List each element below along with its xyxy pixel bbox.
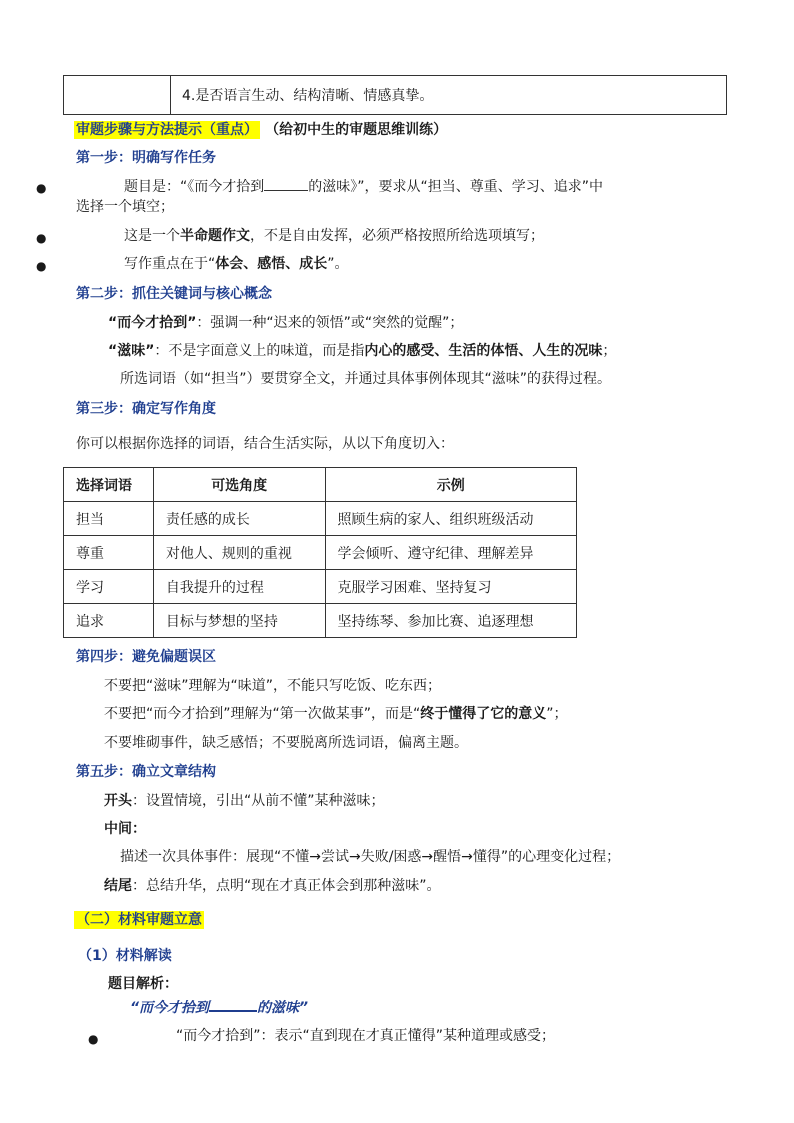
- table-cell: 尊重: [64, 536, 154, 570]
- angle-table-header: 示例: [325, 468, 576, 502]
- step5-middle-label: 中间：: [104, 821, 146, 837]
- part2-subheading: （1）材料解读: [78, 948, 172, 964]
- table-cell: 担当: [64, 502, 154, 536]
- table-cell: 坚持练琴、参加比赛、追逐理想: [325, 604, 576, 638]
- bullet-dot: ●: [88, 1032, 99, 1046]
- step1-bullet-3: 写作重点在于“体会、感悟、成长”。: [124, 256, 349, 272]
- step1-bullet-2: 这是一个半命题作文，不是自由发挥，必须严格按照所给选项填写；: [124, 228, 544, 244]
- part2-bullet-1: “而今才拾到”：表示“直到现在才真正懂得”某种道理或感受；: [176, 1028, 556, 1044]
- table-row: [64, 570, 577, 604]
- table-cell: 自我提升的过程: [153, 570, 325, 604]
- section-heading-note: （给初中生的审题思维训练）: [265, 122, 448, 138]
- step4-title: 第四步：避免偏题误区: [76, 649, 216, 665]
- angle-table-header-row: [64, 468, 577, 502]
- part2-analysis-label: 题目解析：: [108, 976, 178, 992]
- step1-title: 第一步：明确写作任务: [76, 150, 216, 166]
- table-cell: 学会倾听、遵守纪律、理解差异: [325, 536, 576, 570]
- step2-title: 第二步：抓住关键词与核心概念: [76, 286, 272, 302]
- table-row: [64, 604, 577, 638]
- criteria-table-empty-cell: [64, 76, 171, 114]
- step5-ending: 结尾：总结升华，点明“现在才真正体会到那种滋味”。: [104, 878, 441, 894]
- step5-middle-text: 描述一次具体事件：展现“不懂→尝试→失败/困惑→醒悟→懂得”的心理变化过程；: [120, 849, 621, 865]
- fill-blank: [209, 996, 257, 1012]
- bullet-dot: ●: [36, 181, 47, 195]
- section-heading-label: 审题步骤与方法提示（重点）: [76, 122, 258, 138]
- table-cell: 克服学习困难、坚持复习: [325, 570, 576, 604]
- step4-line-2: 不要把“而今才拾到”理解为“第一次做某事”，而是“终于懂得了它的意义”；: [104, 706, 568, 722]
- criteria-table: [63, 75, 727, 115]
- angle-table-header: 选择词语: [64, 468, 154, 502]
- bullet-dot: ●: [36, 231, 47, 245]
- table-cell: 学习: [64, 570, 154, 604]
- step4-line-1: 不要把“滋味”理解为“味道”，不能只写吃饭、吃东西；: [104, 678, 442, 694]
- step1-bullet-1: 题目是：“《而今才拾到 的滋味》”，要求从“担当、尊重、学习、追求”中: [124, 179, 604, 195]
- table-cell: 目标与梦想的坚持: [153, 604, 325, 638]
- step4-line-3: 不要堆砌事件，缺乏感悟；不要脱离所选词语，偏离主题。: [104, 735, 468, 751]
- part2-heading: （二）材料审题立意: [76, 912, 202, 928]
- table-cell: 追求: [64, 604, 154, 638]
- table-row: [64, 536, 577, 570]
- step3-title: 第三步：确定写作角度: [76, 401, 216, 417]
- step1-bullet-1-cont: 选择一个填空；: [76, 199, 174, 215]
- angle-table: [63, 467, 577, 638]
- step3-intro: 你可以根据你选择的词语，结合生活实际，从以下角度切入：: [76, 436, 454, 452]
- table-cell: 责任感的成长: [153, 502, 325, 536]
- table-cell: 照顾生病的家人、组织班级活动: [325, 502, 576, 536]
- bullet-dot: ●: [36, 259, 47, 273]
- step2-line-3: 所选词语（如“担当”）要贯穿全文，并通过具体事例体现其“滋味”的获得过程。: [120, 371, 612, 387]
- part2-essay-title: “而今才拾到 的滋味”: [130, 996, 308, 1018]
- step5-opening: 开头：设置情境，引出“从前不懂”某种滋味；: [104, 793, 385, 809]
- criteria-item-4: 4.是否语言生动、结构清晰、情感真挚。: [182, 88, 434, 104]
- table-cell: 对他人、规则的重视: [153, 536, 325, 570]
- step2-line-1: “而今才拾到”：强调一种“迟来的领悟”或“突然的觉醒”；: [108, 315, 464, 331]
- fill-blank: [264, 177, 308, 191]
- section-heading: [74, 119, 447, 140]
- table-row: [64, 502, 577, 536]
- step2-line-2: “滋味”：不是字面意义上的味道，而是指内心的感受、生活的体悟、人生的况味；: [108, 343, 617, 359]
- step5-title: 第五步：确立文章结构: [76, 764, 216, 780]
- angle-table-header: 可选角度: [153, 468, 325, 502]
